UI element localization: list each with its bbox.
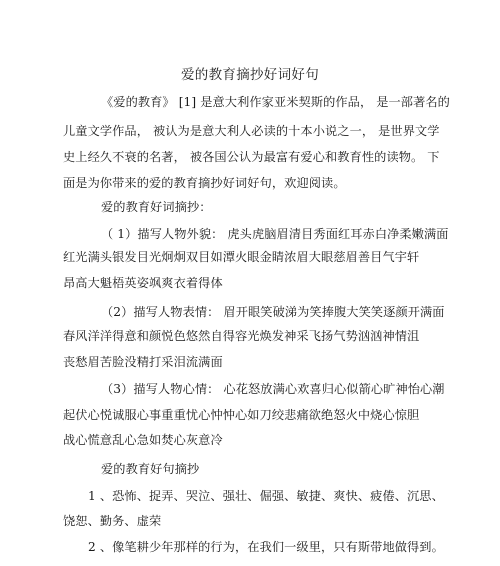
section-heading: 爱的教育好词摘抄： bbox=[101, 200, 212, 214]
section-heading: 爱的教育好句摘抄 bbox=[101, 462, 200, 476]
paragraph-line: 昂高大魁梧英姿飒爽衣着得体 bbox=[63, 276, 223, 290]
paragraph-line: 起伏心悦诚服心事重重忧心忡忡心如刀绞悲痛欲绝怒火中烧心惊胆 bbox=[63, 408, 420, 422]
paragraph-line: 红光满头银发目光炯炯双目如潭火眼金睛浓眉大眼慈眉善目气宇轩 bbox=[63, 250, 420, 264]
paragraph-line: （2）描写人物表情： 眉开眼笑破涕为笑捧腹大笑笑逐颜开满面 bbox=[101, 305, 445, 319]
list-item: 2 、像笔耕少年那样的行为，在我们一级里，只有斯带地做得到。 bbox=[88, 540, 444, 554]
list-item: 1 、恐怖、捉弄、哭泣、强壮、倔强、敏捷、爽快、疲倦、沉思、 bbox=[88, 489, 444, 503]
list-item-continuation: 饶恕、勤务、虚荣 bbox=[63, 514, 162, 528]
paragraph-line: （3）描写人物心情： 心花怒放满心欢喜归心似箭心旷神怡心潮 bbox=[101, 382, 445, 396]
paragraph-line: 春风洋洋得意和颜悦色悠然自得容光焕发神采飞扬气势汹汹神情沮 bbox=[63, 329, 420, 343]
paragraph-line: 战心慌意乱心急如焚心灰意冷 bbox=[63, 433, 223, 447]
paragraph-line: （ 1）描写人物外貌： 虎头虎脑眉清目秀面红耳赤白净柔嫩满面 bbox=[101, 227, 449, 241]
page-title: 爱的教育摘抄好词好句 bbox=[181, 67, 319, 83]
paragraph-line: 面是为你带来的爱的教育摘抄好词好句，欢迎阅读。 bbox=[63, 176, 346, 190]
paragraph-line: 儿童文学作品， 被认为是意大利人必读的十本小说之一， 是世界文学 bbox=[63, 124, 440, 138]
paragraph-line: 丧愁眉苦脸没精打采泪流满面 bbox=[63, 355, 223, 369]
paragraph-line: 《爱的教育》 [1] 是意大利作家亚米契斯的作品， 是一部著名的 bbox=[101, 95, 450, 109]
paragraph-line: 史上经久不衰的名著， 被各国公认为最富有爱心和教育性的读物。 下 bbox=[63, 150, 440, 164]
